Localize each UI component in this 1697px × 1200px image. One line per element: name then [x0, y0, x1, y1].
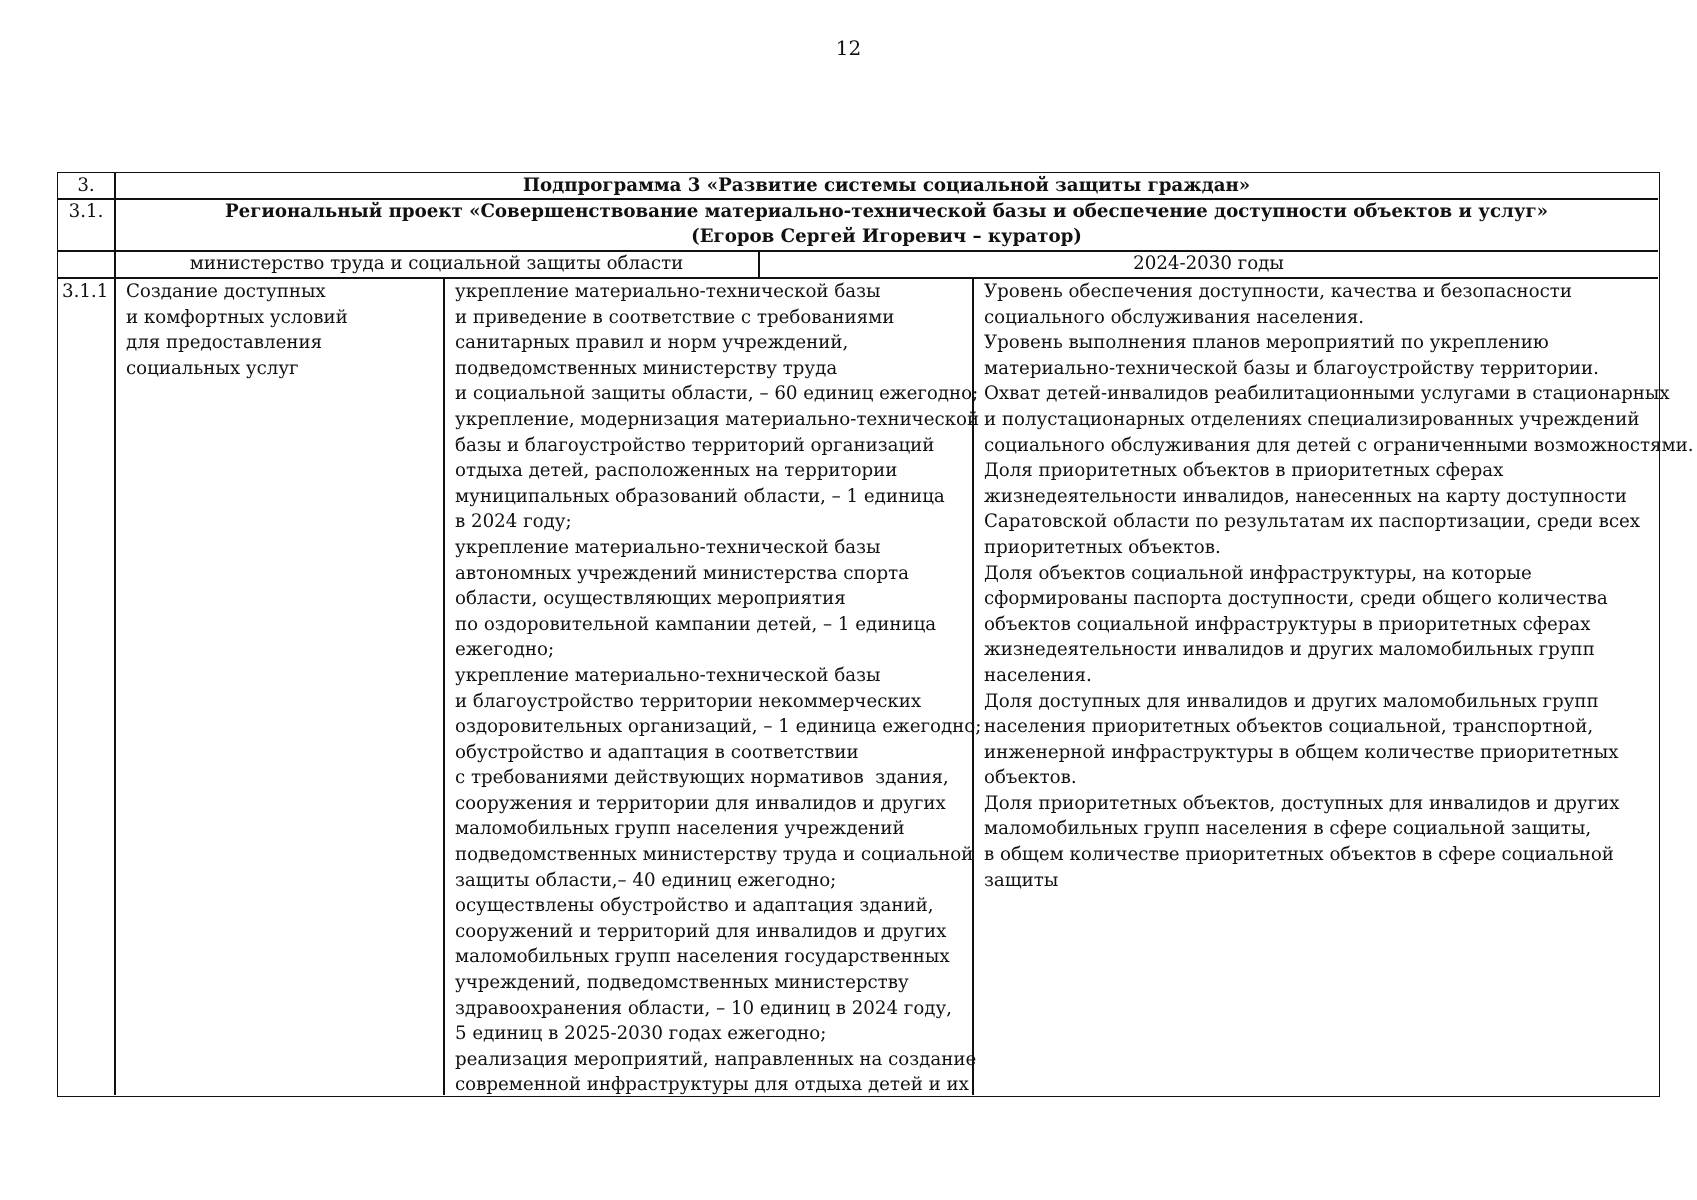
expected-results: укрепление материально-технической базы и приведение в соответствие с требованиями санитарных правил и норм учреждений, подведомственных министерству труда и социальной защиты области, – 60 единиц ежегодно; укрепление, модернизация материально-технической базы и благоустройство территорий организаций отдыха детей, расположенных на территории муниципальных образований области, – 1 единица в 2024 году; укрепление материально-технической базы автономных учреждений министерства спорта области, осуществляющих мероприятия по оздоровительной кампании детей, – 1 единица ежегодно; укрепление материально-технической базы и благоустройство территории некоммерческих оздоровительных организаций, – 1 единица ежегодно; обустройство и адаптация в соответствии с требованиями действующих нормативов здания, сооружения и территории для инвалидов и других маломобильных групп населения учреждений подведомственных министерству труда и социальной защиты области,– 40 единиц ежегодно; осуществлены обустройство и адаптация зданий, сооружений и территорий для инвалидов и других маломобильных групп населения государственных учреждений, подведомственных министерству здравоохранения области, – 10 единиц в 2024 году, 5 единиц в 2025-2030 годах ежегодно; реализация мероприятий, направленных на создание современной инфраструктуры для отдыха детей и их — [455, 281, 982, 1096]
task-number: 3.1.1 — [62, 281, 109, 302]
project-curator: (Егоров Сергей Игоревич – куратор) — [691, 226, 1082, 247]
task-description: Создание доступных и комфортных условий для предоставления социальных услуг — [126, 281, 348, 379]
column-divider — [114, 173, 116, 1095]
responsible-executor: министерство труда и социальной защиты области — [189, 253, 684, 274]
project-number: 3.1. — [68, 201, 104, 222]
project-title: Региональный проект «Совершенствование материально-технической базы и обеспечение доступности объектов и услуг» — [224, 201, 1549, 222]
implementation-period: 2024-2030 годы — [1133, 253, 1284, 274]
subprogram-title: Подпрограмма 3 «Развитие системы социальной защиты граждан» — [522, 175, 1251, 196]
column-divider — [443, 277, 445, 1095]
performance-indicators: Уровень обеспечения доступности, качества и безопасности социального обслуживания населения. Уровень выполнения планов мероприятий по укреплению материально-технической базы и благоустройству территории. Охват детей-инвалидов реабилитационными услугами в стационарных и полустационарных отделениях специализированных учреждений социального обслуживания для детей с ограниченными возможностями. Доля приоритетных объектов в приоритетных сферах жизнедеятельности инвалидов, нанесенных на карту доступности Саратовской области по результатам их паспортизации, среди всех приоритетных объектов. Доля объектов социальной инфраструктуры, на которые сформированы паспорта доступности, среди общего количества объектов социальной инфраструктуры в приоритетных сферах жизнедеятельности инвалидов и других маломобильных групп населения. Доля доступных для инвалидов и других маломобильных групп населения приоритетных объектов социальной, транспортной, инженерной инфраструктуры в общем количестве приоритетных объектов. Доля приоритетных объектов, доступных для инвалидов и других маломобильных групп населения в сфере социальной защиты, в общем количестве приоритетных объектов в сфере социальной защиты — [984, 281, 1694, 891]
program-table — [57, 172, 1694, 1097]
subprogram-number: 3. — [77, 175, 95, 196]
page-number: 12 — [835, 36, 862, 60]
